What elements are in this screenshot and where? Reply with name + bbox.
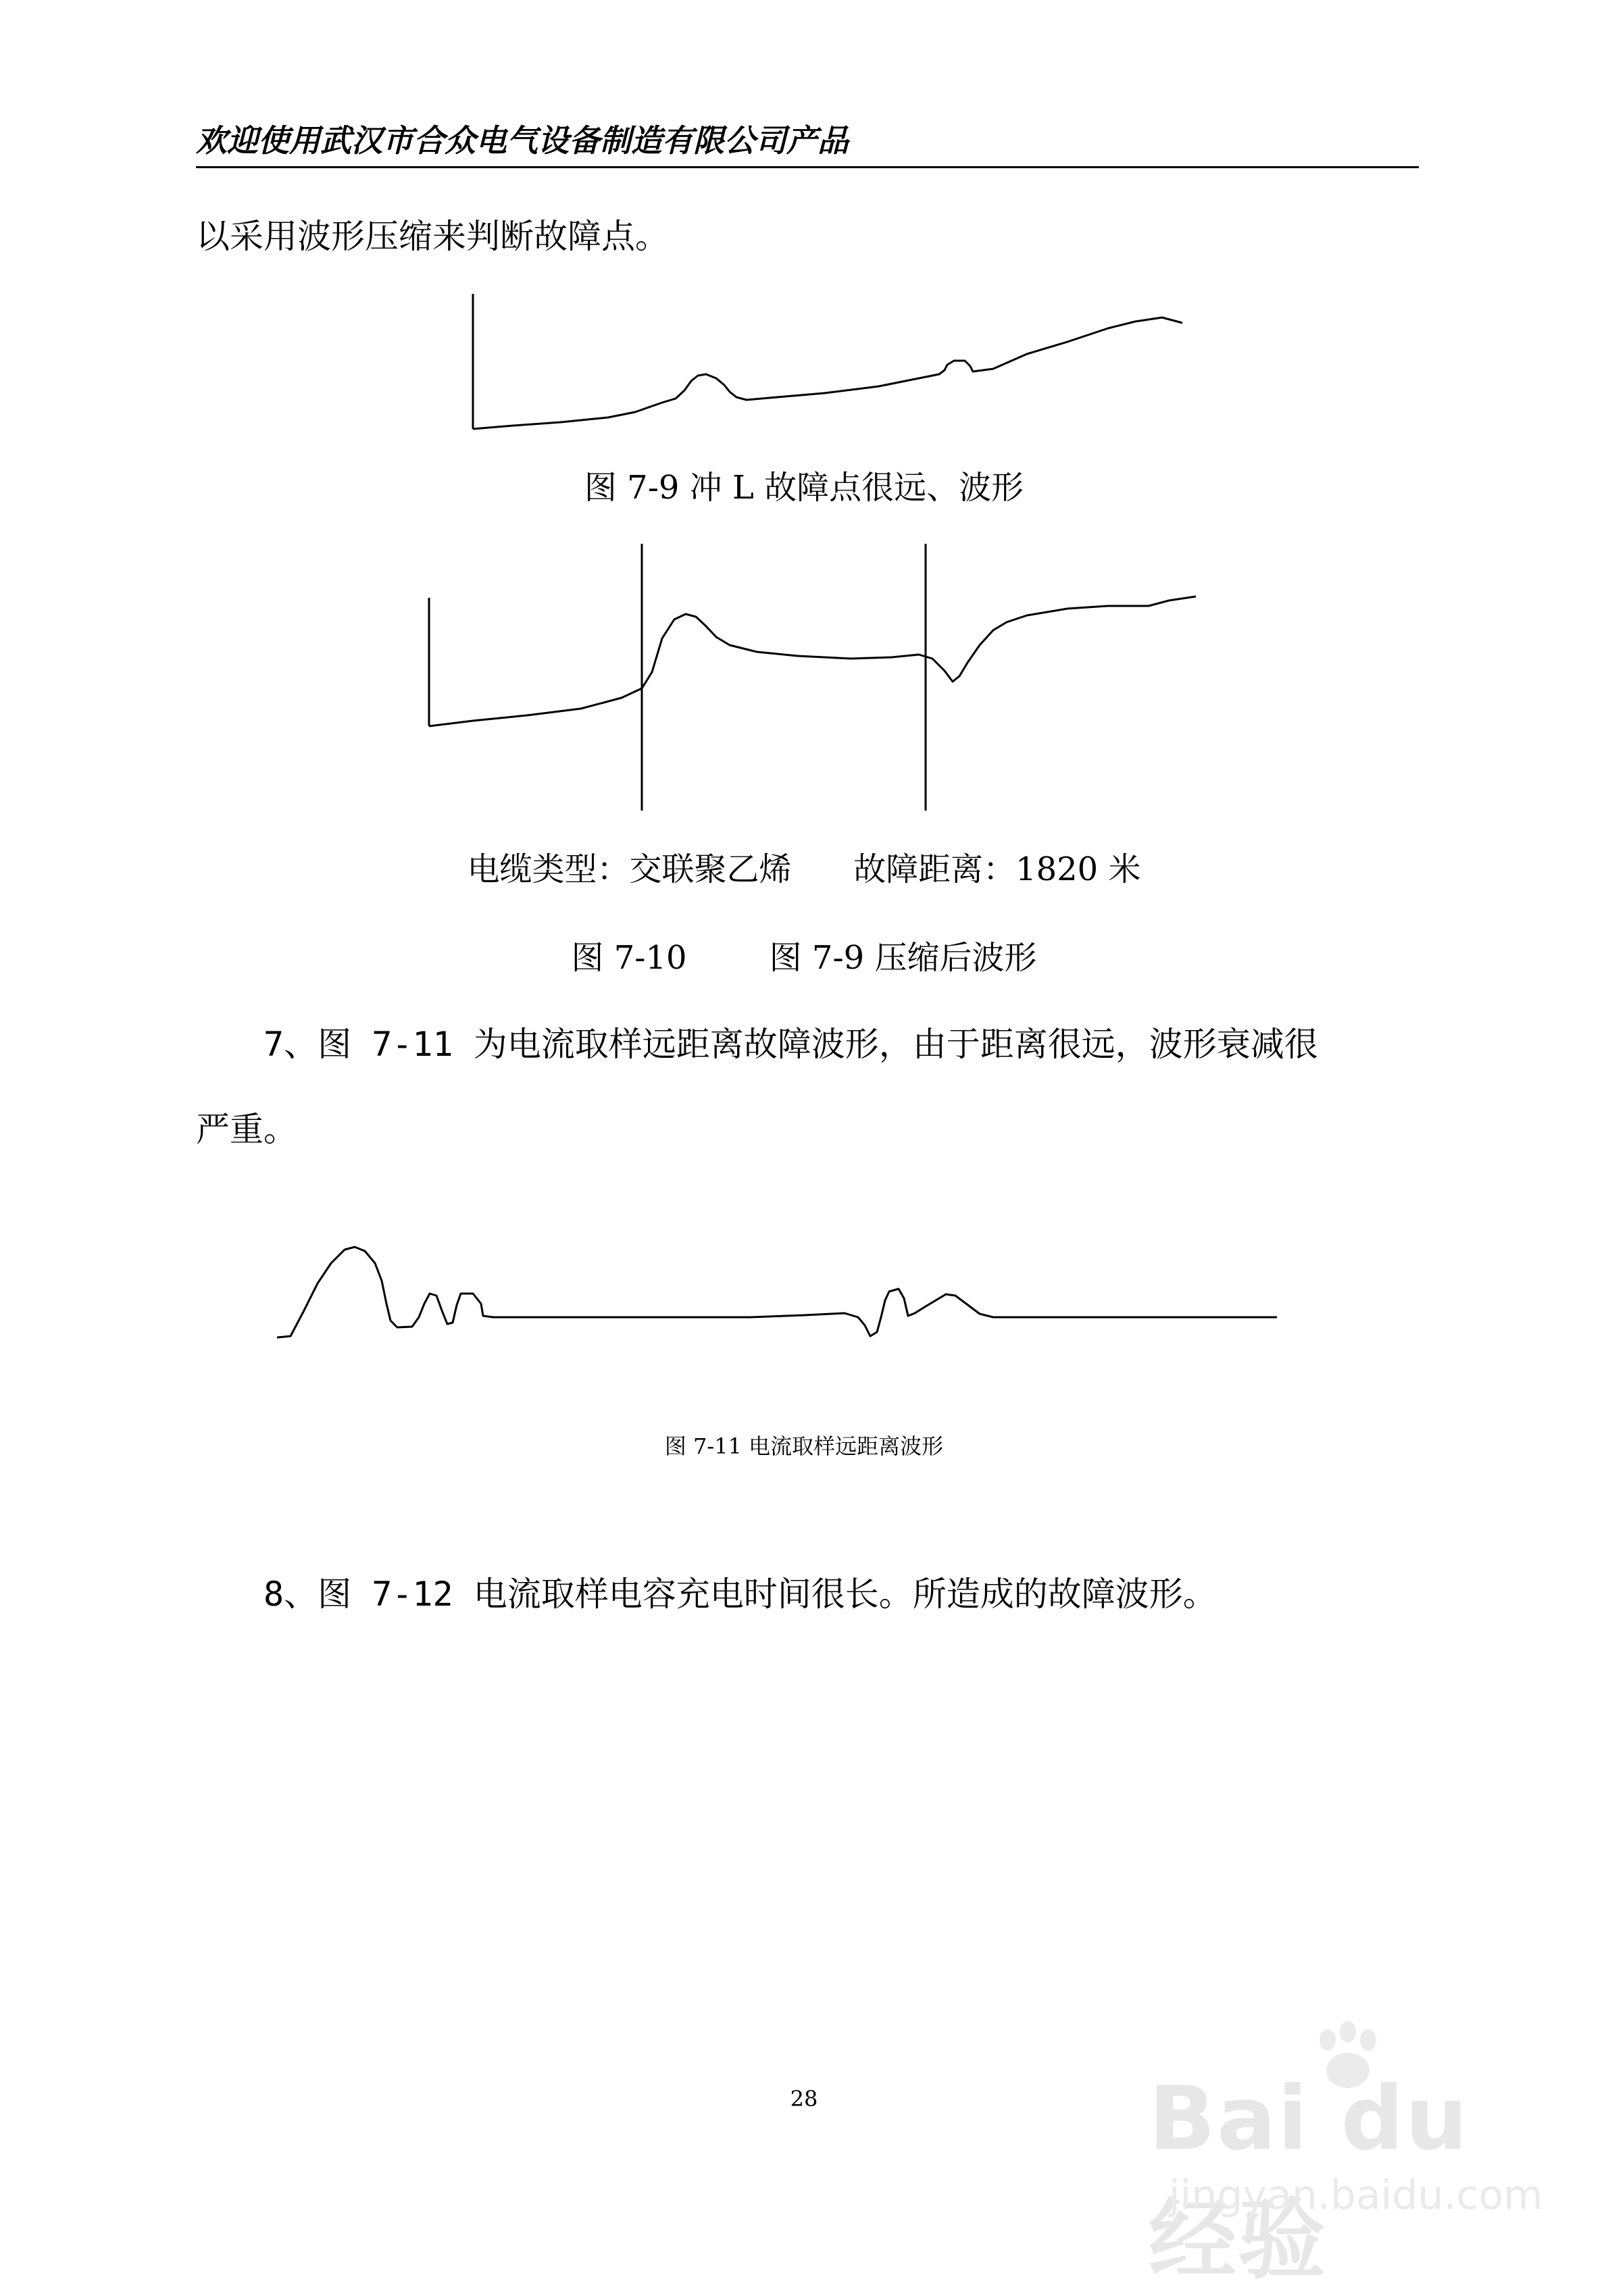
paragraph-7: 7、图 7-11 为电流取样远距离故障波形，由于距离很远，波形衰减很 [263,1025,1318,1064]
page-number: 28 [790,2086,818,2112]
fig7-9-trace [473,317,1182,429]
watermark-url: jingyan.baidu.com [1169,2172,1543,2219]
caption-figure-7-10: 图 7-10 图 7-9 压缩后波形 [571,939,1037,977]
baidu-jingyan-watermark [1149,2020,1581,2291]
fig7-10-trace [429,596,1196,726]
header-divider [196,166,1419,168]
figure-7-10-waveform [419,544,1216,814]
paragraph-8: 8、图 7-12 电流取样电容充电时间很长。所造成的故障波形。 [263,1575,1217,1614]
caption-figure-7-9: 图 7-9 冲 L 故障点很远、波形 [584,469,1024,507]
figure-7-11-waveform [277,1216,1277,1351]
paragraph-7-continued: 严重。 [196,1110,297,1149]
caption-figure-7-11: 图 7-11 电流取样远距离波形 [664,1433,944,1459]
figure-7-9-waveform [459,290,1149,439]
paragraph-intro: 以采用波形压缩来判断故障点。 [196,217,669,256]
page-header-title: 欢迎使用武汉市合众电气设备制造有限公司产品 [196,122,849,159]
watermark-brand: Bai du 经验 [1149,2067,1469,2291]
fig7-11-trace [277,1247,1277,1337]
cable-info-line: 电缆类型：交联聚乙烯 故障距离：1820 米 [467,850,1141,888]
